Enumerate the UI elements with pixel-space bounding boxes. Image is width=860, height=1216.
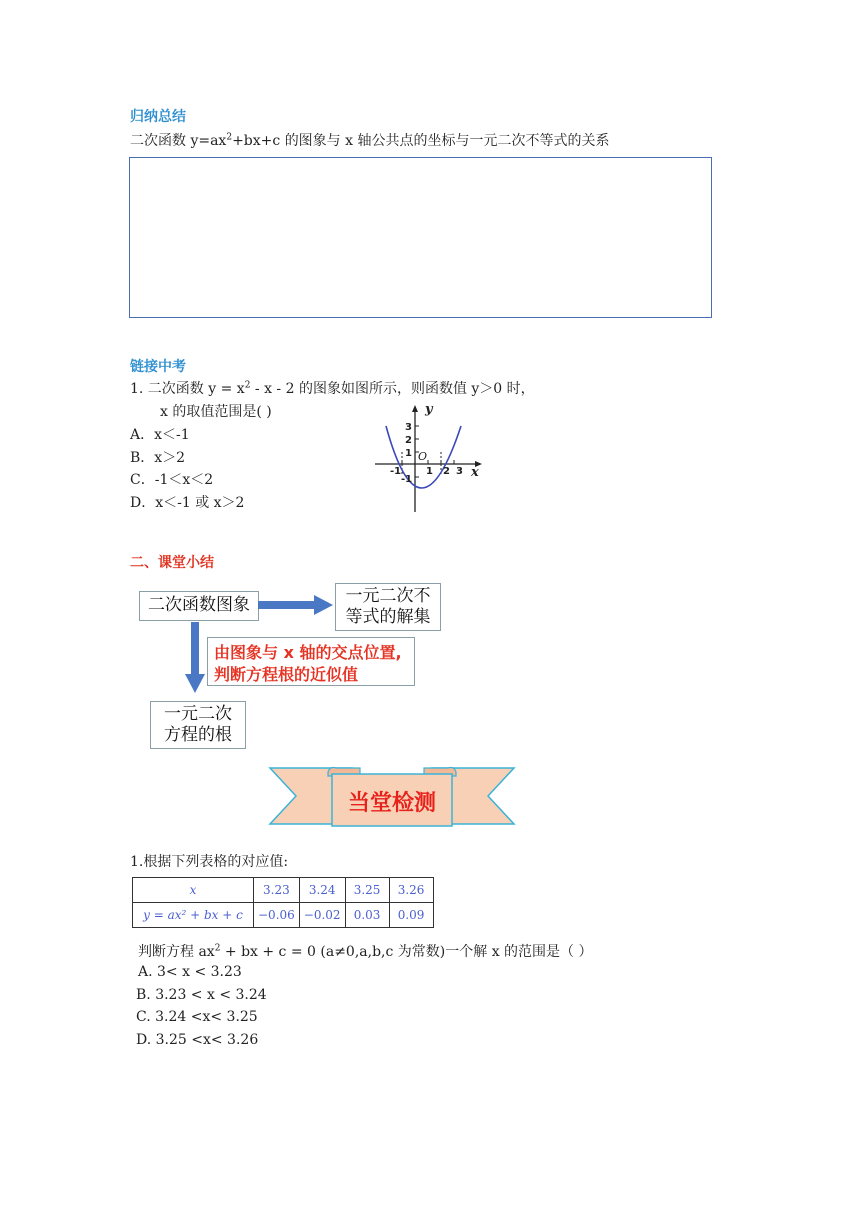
flow-box-method-line2: 判断方程根的近似值 [214, 664, 359, 684]
table-cell: −0.06 [254, 903, 300, 928]
table-cell: 3.23 [254, 878, 300, 903]
table-cell: y = ax² + bx + c [133, 903, 254, 928]
exam-q1-sup: 2 [244, 380, 251, 391]
graph-x-tick-1: 1 [426, 466, 433, 477]
summary-text-post: +bx+c 的图象与 x 轴公共点的坐标与一元二次不等式的关系 [232, 133, 610, 149]
exam-q1-post: - x - 2 的图象如图所示，则函数值 y＞0 时， [250, 381, 535, 397]
test-option-b: B. 3.23 < x < 3.24 [136, 987, 267, 1003]
exam-q1-pre: 1. 二次函数 y = x [130, 381, 245, 397]
graph-x-tick-3: 3 [456, 466, 463, 477]
summary-heading: 归纳总结 [130, 109, 186, 125]
flow-box-method [207, 637, 415, 686]
table-cell: x [133, 878, 254, 903]
graph-y-tick-2: 2 [405, 435, 412, 446]
graph-x-label: x [471, 465, 479, 480]
summary-text-pre: 二次函数 y=ax [130, 133, 227, 149]
answer-box[interactable] [129, 157, 712, 318]
table-cell: 3.24 [299, 878, 345, 903]
graph-y-tick-3: 3 [405, 422, 412, 433]
test-q1-prompt-sup: 2 [214, 943, 221, 954]
exam-option-a: A．x＜-1 [130, 427, 190, 443]
exam-option-c: C．-1＜x＜2 [130, 472, 214, 488]
flow-box-method-line1: 由图象与 x 轴的交点位置, [214, 643, 402, 662]
test-option-d: D. 3.25 <x< 3.26 [136, 1032, 259, 1048]
graph-x-tick-neg1: -1 [390, 466, 402, 477]
value-table [132, 877, 434, 928]
test-q1-title: 1.根据下列表格的对应值: [130, 854, 289, 870]
y-axis-arrow [412, 405, 418, 412]
test-option-c: C. 3.24 <x< 3.25 [136, 1009, 258, 1025]
graph-x-tick-2: 2 [443, 466, 450, 477]
exam-q1-line2: x 的取值范围是( ) [160, 404, 272, 420]
test-q1-prompt-post: + bx + c = 0 (a≠0,a,b,c 为常数)一个解 x 的范围是（ ） [220, 944, 593, 960]
arrow-down-icon [185, 622, 205, 694]
table-cell: −0.02 [299, 903, 345, 928]
flow-box-equation-line2: 方程的根 [164, 725, 232, 745]
table-row [133, 903, 434, 928]
flow-box-inequality-line2: 等式的解集 [345, 607, 431, 627]
class-summary-heading: 二、课堂小结 [130, 555, 214, 571]
flow-box-equation [150, 701, 246, 749]
graph-y-tick-neg1: -1 [401, 474, 413, 485]
exam-link-heading: 链接中考 [130, 359, 186, 375]
flow-box-inequality-line1: 一元二次不 [345, 585, 431, 606]
summary-text-sup: 2 [226, 132, 233, 143]
banner-text: 当堂检测 [347, 791, 437, 816]
arrow-right-icon [258, 594, 334, 616]
table-cell: 0.03 [345, 903, 389, 928]
test-q1-prompt-pre: 判断方程 ax [138, 944, 215, 960]
summary-text [130, 130, 609, 150]
table-cell: 3.26 [389, 878, 433, 903]
flow-box-graph: 二次函数图象 [139, 591, 259, 621]
graph-origin-label: O [418, 450, 428, 463]
table-cell: 0.09 [389, 903, 433, 928]
graph-y-tick-1: 1 [405, 448, 412, 459]
exam-option-b: B．x＞2 [130, 450, 186, 466]
test-q1-prompt [138, 941, 593, 961]
graph-y-label: y [425, 402, 433, 417]
flow-box-equation-line1: 一元二次 [164, 703, 232, 724]
test-banner [268, 766, 516, 830]
exam-q1-line1 [130, 378, 535, 398]
table-row [133, 878, 434, 903]
parabola-graph [370, 402, 490, 514]
flow-box-inequality [335, 583, 441, 631]
table-cell: 3.25 [345, 878, 389, 903]
test-option-a: A. 3< x < 3.23 [138, 964, 242, 980]
exam-option-d: D．x＜-1 或 x＞2 [130, 495, 245, 511]
